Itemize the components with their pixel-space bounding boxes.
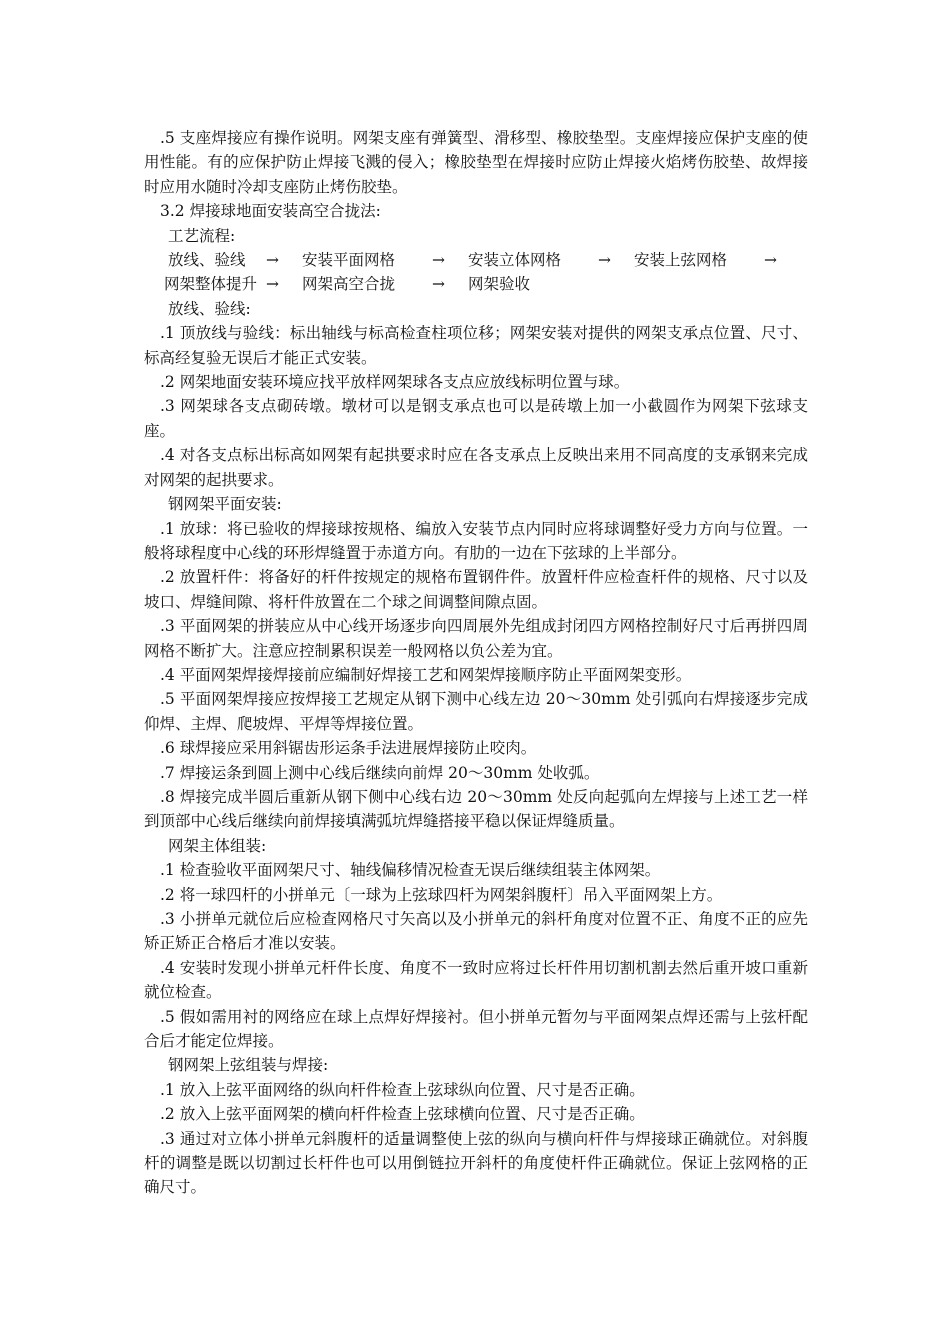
paragraph: .8 焊接完成半圆后重新从钢下侧中心线右边 20～30mm 处反向起弧向左焊接与上述工艺一样到顶部中心线后继续向前焊接填满弧坑焊缝搭接平稳以保证焊缝质量。 (144, 787, 808, 831)
section-heading: 3.2 焊接球地面安装高空合拢法: (160, 202, 381, 221)
flow-step: 安装上弦网格 (634, 251, 728, 270)
subheading: 放线、验线: (168, 299, 251, 318)
flow-step: 安装平面网格 (302, 251, 396, 270)
paragraph: .1 放入上弦平面网络的纵向杆件检查上弦球纵向位置、尺寸是否正确。 (160, 1080, 645, 1099)
document-page (144, 126, 808, 1200)
paragraph: .4 对各支点标出标高如网架有起拱要求时应在各支承点上反映出来用不同高度的支承钢来完成对网架的起拱要求。 (144, 446, 808, 489)
paragraph: .1 放球：将已验收的焊接球按规格、编放入安装节点内同时应将球调整好受力方向与位置。一般将球程度中心线的环形焊缝置于赤道方向。有肋的一边在下弦球的上半部分。 (144, 519, 808, 562)
paragraph: .4 平面网架焊接焊接前应编制好焊接工艺和网架焊接顺序防止平面网架变形。 (160, 665, 692, 684)
subheading: 钢网架上弦组装与焊接: (168, 1056, 329, 1075)
paragraph: .3 小拼单元就位后应检查网格尺寸矢高以及小拼单元的斜杆角度对位置不正、角度不正的应先矫正矫正合格后才准以安装。 (144, 910, 808, 953)
paragraph: .2 将一球四杆的小拼单元〔一球为上弦球四杆为网架斜腹杆〕吊入平面网架上方。 (160, 885, 723, 904)
process-flow-row-2 (144, 272, 808, 296)
paragraph: .1 检查验收平面网架尺寸、轴线偏移情况检查无误后继续组装主体网架。 (160, 861, 661, 880)
paragraph: .3 网架球各支点砌砖墩。墩材可以是钢支承点也可以是砖墩上加一小截圆作为网架下弦球支座。 (144, 397, 808, 440)
paragraph: .3 通过对立体小拼单元斜腹杆的适量调整使上弦的纵向与横向杆件与焊接球正确就位。对斜腹杆的调整是既以切割过长杆件也可以用倒链拉开斜杆的角度使杆件正确就位。保证上弦网格的正确尺寸。 (144, 1129, 808, 1197)
paragraph: .4 安装时发现小拼单元杆件长度、角度不一致时应将过长杆件用切割机割去然后重开坡口重新就位检查。 (144, 958, 808, 1002)
flow-step: 安装立体网格 (468, 251, 562, 270)
paragraph: .5 平面网架焊接应按焊接工艺规定从钢下测中心线左边 20～30mm 处引弧向右焊接逐步完成仰焊、主焊、爬坡焊、平焊等焊接位置。 (144, 690, 808, 733)
paragraph: .7 焊接运条到圆上测中心线后继续向前焊 20～30mm 处收弧。 (160, 763, 600, 782)
paragraph: .5 支座焊接应有操作说明。网架支座有弹簧型、滑移型、橡胶垫型。支座焊接应保护支座的使用性能。有的应保护防止焊接飞溅的侵入；橡胶垫型在焊接时应防止焊接火焰烤伤胶垫、故焊接时应用水随时冷却支座防止烤伤胶垫。 (144, 129, 808, 196)
arrow-icon: → (432, 275, 445, 294)
paragraph: .2 放置杆件：将备好的杆件按规定的规格布置钢件件。放置杆件应检查杆件的规格、尺寸以及坡口、焊缝间隙、将杆件放置在二个球之间调整间隙点固。 (144, 568, 808, 611)
paragraph: .1 顶放线与验线：标出轴线与标高检查柱项位移；网架安装对提供的网架支承点位置、尺寸、标高经复验无误后才能正式安装。 (144, 324, 808, 367)
paragraph: .3 平面网架的拼装应从中心线开场逐步向四周展外先组成封闭四方网格控制好尺寸后再拼四周网格不断扩大。注意应控制累积误差一般网格以负公差为宜。 (144, 617, 808, 660)
arrow-icon: → (764, 251, 777, 270)
paragraph: .6 球焊接应采用斜锯齿形运条手法进展焊接防止咬肉。 (160, 739, 537, 758)
flow-step: 网架高空合拢 (302, 275, 396, 294)
arrow-icon: → (266, 275, 279, 294)
process-flow-row-1 (144, 248, 808, 272)
arrow-icon: → (266, 251, 279, 270)
flow-step: 放线、验线 (168, 251, 246, 270)
flow-step: 网架整体提升 (164, 275, 258, 294)
flow-step: 网架验收 (468, 275, 531, 294)
paragraph: .2 网架地面安装环境应找平放样网架球各支点应放线标明位置与球。 (160, 373, 630, 392)
subheading: 钢网架平面安装: (168, 495, 282, 514)
paragraph: .2 放入上弦平面网架的横向杆件检查上弦球横向位置、尺寸是否正确。 (160, 1105, 645, 1124)
paragraph: .5 假如需用衬的网络应在球上点焊好焊接衬。但小拼单元暂勿与平面网架点焊还需与上弦杆配合后才能定位焊接。 (144, 1007, 808, 1051)
subheading: 网架主体组装: (168, 836, 267, 855)
arrow-icon: → (598, 251, 611, 270)
subheading: 工艺流程: (168, 226, 236, 245)
arrow-icon: → (432, 251, 445, 270)
